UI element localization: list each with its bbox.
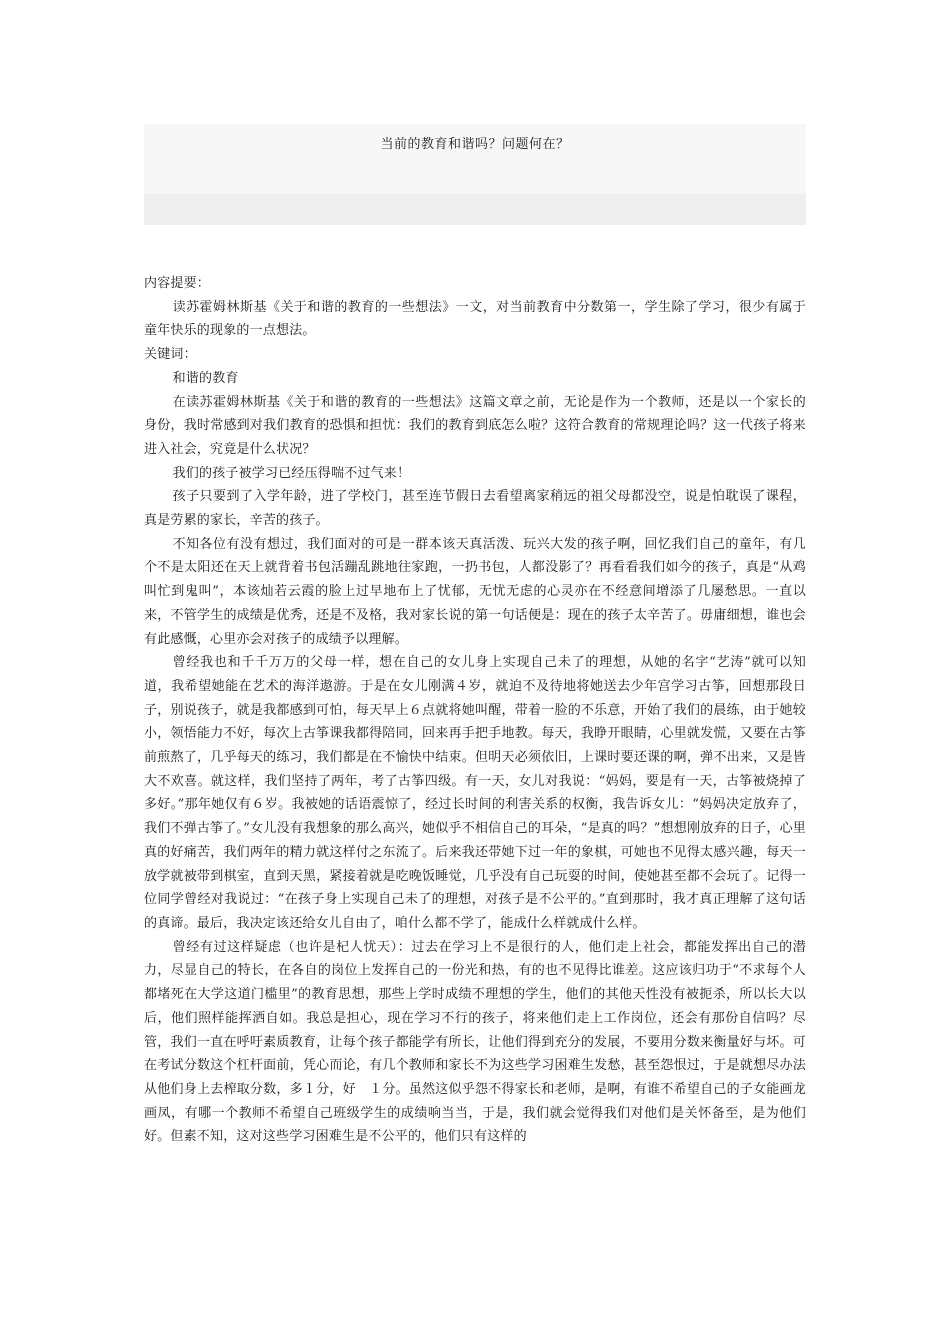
abstract-text: 读苏霍姆林斯基《关于和谐的教育的一些想法》一文，对当前教育中分数第一，学生除了学习，很少有属于童年快乐的现象的一点想法。	[144, 299, 806, 339]
divider-band	[144, 194, 806, 225]
keywords-text: 和谐的教育	[172, 370, 239, 386]
document-body	[144, 272, 806, 1149]
paragraph: 曾经我也和千千万万的父母一样，想在自己的女儿身上实现自己未了的理想，从她的名字“艺涛”就可以知道，我希望她能在艺术的海洋遨游。于是在女儿刚满４岁，就迫不及待地将她送去少年宫学习古筝，回想那段日子，别说孩子，就是我都感到可怕，每天早上６点就将她叫醒，带着一脸的不乐意，开始了我们的晨练，由于她较小，领悟能力不好，每次上古筝课我都得陪同，回来再手把手地教。每天，我睁开眼睛，心里就发慌，又要在古筝前煎熬了，几乎每天的练习，我们都是在不愉快中结束。但明天必须依旧，上课时要还课的啊，弹不出来，又是皆大不欢喜。就这样，我们坚持了两年，考了古筝四级。有一天，女儿对我说：“妈妈，要是有一天，古筝被烧掉了多好。”那年她仅有６岁。我被她的话语震惊了，经过长时间的利害关系的权衡，我告诉女儿：“妈妈决定放弃了，我们不弹古筝了。”女儿没有我想象的那么高兴，她似乎不相信自己的耳朵，“是真的吗？”想想刚放弃的日子，心里真的好痛苦，我们两年的精力就这样付之东流了。后来我还带她下过一年的象棋，可她也不见得太感兴趣，每天一放学就被带到棋室，直到天黑，紧接着就是吃晚饭睡觉，几乎没有自己玩耍的时间，使她甚至都不会玩了。记得一位同学曾经对我说过：“在孩子身上实现自己未了的理想，对孩子是不公平的。”直到那时，我才真正理解了这句话的真谛。最后，我决定该还给女儿自由了，咱什么都不学了，能成什么样就成什么样。	[144, 655, 806, 931]
document-page	[144, 124, 806, 1149]
title-band	[144, 124, 806, 194]
paragraph: 孩子只要到了入学年龄，进了学校门，甚至连节假日去看望离家稍远的祖父母都没空，说是怕耽误了课程，真是劳累的家长，辛苦的孩子。	[144, 489, 806, 529]
paragraph: 在读苏霍姆林斯基《关于和谐的教育的一些想法》这篇文章之前，无论是作为一个教师，还是以一个家长的身份，我时常感到对我们教育的恐惧和担忧：我们的教育到底怎么啦？这符合教育的常规理论吗？这一代孩子将来进入社会，究竟是什么状况？	[144, 394, 806, 457]
paragraph: 曾经有过这样疑虑（也许是杞人忧天）：过去在学习上不是很行的人，他们走上社会，都能发挥出自己的潜力，尽显自己的特长，在各自的岗位上发挥自己的一份光和热，有的也不见得比谁差。这应该归功于“不求每个人都堵死在大学这道门槛里”的教育思想，那些上学时成绩不理想的学生，他们的其他天性没有被扼杀，所以长大以后，他们照样能挥洒自如。我总是担心，现在学习不行的孩子，将来他们走上工作岗位，还会有那份自信吗？尽管，我们一直在呼吁素质教育，让每个孩子都能学有所长，让他们得到充分的发展，不要用分数来衡量好与坏。可在考试分数这个杠杆面前，凭心而论，有几个教师和家长不为这些学习困难生发愁，甚至怨恨过，于是就想尽办法从他们身上去榨取分数，多１分，好 １分。虽然这似乎怨不得家长和老师，是啊，有谁不希望自己的子女能画龙画凤，有哪一个教师不希望自己班级学生的成绩响当当，于是，我们就会觉得我们对他们是关怀备至，是为他们好。但素不知，这对这些学习困难生是不公平的，他们只有这样的	[144, 939, 806, 1145]
spacer	[144, 225, 806, 272]
keywords-label: 关键词：	[144, 347, 197, 363]
document-title: 当前的教育和谐吗？问题何在？	[380, 137, 570, 152]
abstract-label: 内容提要：	[144, 276, 211, 291]
paragraph: 我们的孩子被学习已经压得喘不过气来！	[172, 465, 411, 481]
paragraph: 不知各位有没有想过，我们面对的可是一群本该天真活泼、玩兴大发的孩子啊，回忆我们自己的童年，有几个不是太阳还在天上就背着书包活蹦乱跳地往家跑，一扔书包，人都没影了？再看看我们如今的孩子，真是“从鸡叫忙到鬼叫”，本该灿若云霞的脸上过早地布上了忧郁，无忧无虑的心灵亦在不经意间增添了几屡愁思。一直以来，不管学生的成绩是优秀，还是不及格，我对家长说的第一句话便是：现在的孩子太辛苦了。毋庸细想，谁也会有此感慨，心里亦会对孩子的成绩予以理解。	[144, 536, 806, 647]
